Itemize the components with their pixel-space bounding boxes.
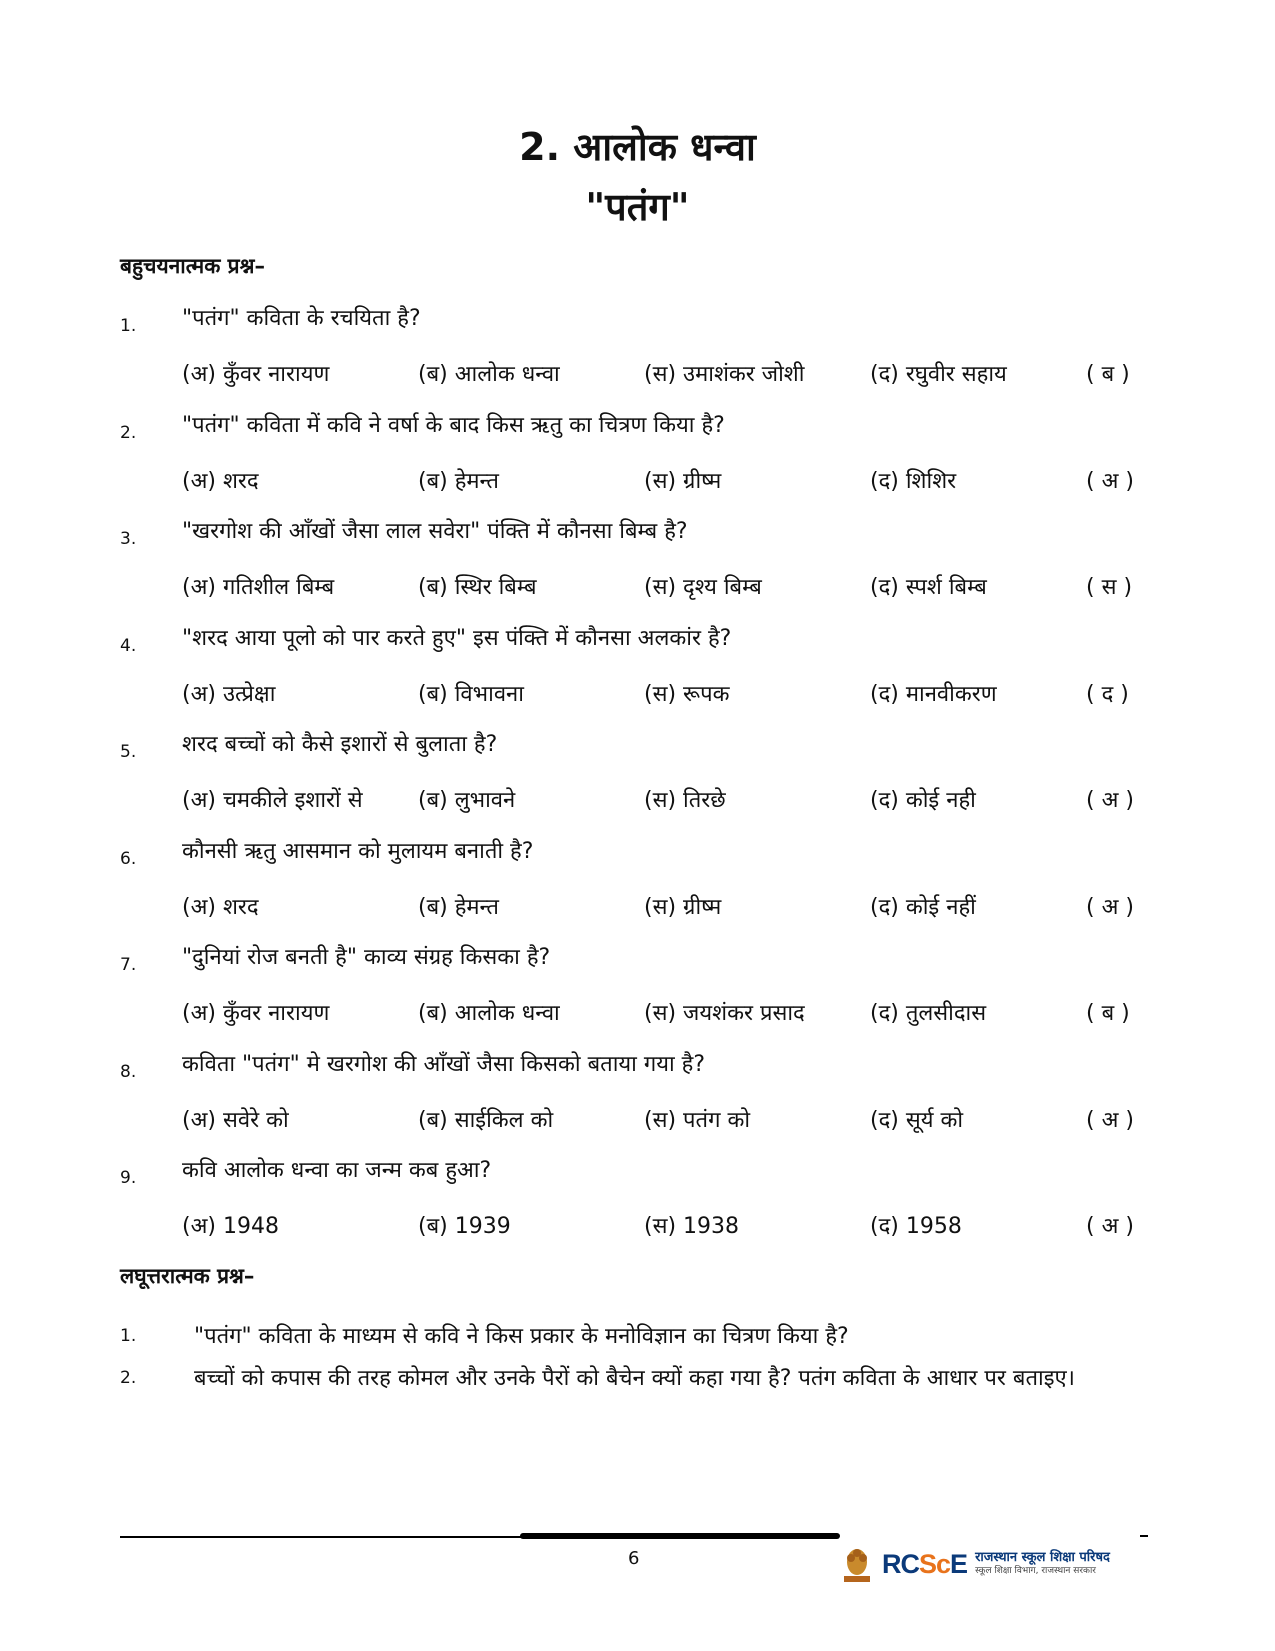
- option: (ब) साईकिल को: [418, 1107, 554, 1133]
- question-text: कौनसी ऋतु आसमान को मुलायम बनाती है?: [182, 838, 534, 864]
- answer-key: ( द ): [1086, 681, 1129, 707]
- option: (ब) आलोक धन्वा: [418, 362, 560, 387]
- logo-wordmark: RCScE: [882, 1548, 968, 1579]
- question-number: 3.: [120, 529, 137, 549]
- option: (ब) लुभावने: [418, 788, 516, 813]
- answer-key: ( ब ): [1086, 362, 1130, 387]
- mcq-question: [120, 409, 1160, 509]
- question-text: "पतंग" कविता में कवि ने वर्षा के बाद किस ऋतु का चित्रण किया है?: [182, 412, 725, 438]
- mcq-question: [120, 728, 1160, 828]
- option: (द) कोई नहीं: [870, 894, 976, 920]
- option: (स) उमाशंकर जोशी: [644, 362, 805, 387]
- option: (अ) गतिशील बिम्ब: [182, 575, 335, 600]
- option: (अ) चमकीले इशारों से: [182, 788, 363, 813]
- option: (स) रूपक: [644, 681, 730, 707]
- option: (स) तिरछे: [644, 788, 726, 813]
- option: (ब) हेमन्त: [418, 468, 499, 494]
- option: (अ) शरद: [182, 468, 259, 494]
- option: (द) 1958: [870, 1214, 962, 1239]
- option: (द) मानवीकरण: [870, 681, 997, 707]
- option: (स) जयशंकर प्रसाद: [644, 1001, 805, 1026]
- short-answer-heading: लघूत्तरात्मक प्रश्न–: [120, 1264, 255, 1288]
- option: (ब) आलोक धन्वा: [418, 1001, 560, 1026]
- question-number: 4.: [120, 635, 137, 656]
- question-text: "पतंग" कविता के माध्यम से कवि ने किस प्रकार के मनोविज्ञान का चित्रण किया है?: [194, 1324, 849, 1349]
- answer-key: ( ब ): [1086, 1001, 1130, 1026]
- footer-rule-accent: [520, 1533, 840, 1539]
- mcq-question: [120, 515, 1160, 615]
- option: (द) सूर्य को: [870, 1107, 964, 1133]
- option: (स) पतंग को: [644, 1107, 751, 1133]
- question-number: 5.: [120, 742, 137, 762]
- mcq-question: [120, 1048, 1160, 1148]
- question-text: कविता "पतंग" मे खरगोश की आँखों जैसा किसको बताया गया है?: [182, 1051, 706, 1077]
- question-number: 2.: [120, 422, 137, 443]
- option: (स) 1938: [644, 1214, 740, 1239]
- option: (अ) कुँवर नारायण: [182, 1001, 330, 1026]
- option: (द) तुलसीदास: [870, 1001, 987, 1026]
- mcq-question: [120, 302, 1160, 402]
- question-number: 2.: [120, 1368, 137, 1388]
- option: (अ) 1948: [182, 1214, 279, 1239]
- question-number: 6.: [120, 848, 137, 869]
- answer-key: ( अ ): [1086, 788, 1134, 813]
- option: (अ) शरद: [182, 894, 259, 920]
- page-number: 6: [628, 1548, 640, 1569]
- question-text: बच्चों को कपास की तरह कोमल और उनके पैरों को बैचेन क्यों कहा गया है? पतंग कविता के आधार पर बताइए।: [194, 1366, 1076, 1391]
- mcq-heading: बहुचयनात्मक प्रश्न–: [120, 254, 265, 278]
- question-number: 7.: [120, 955, 137, 975]
- option: (ब) विभावना: [418, 681, 524, 707]
- question-text: शरद बच्चों को कैसे इशारों से बुलाता है?: [182, 732, 498, 757]
- answer-key: ( स ): [1086, 575, 1133, 600]
- question-text: "दुनियां रोज बनती है" काव्य संग्रह किसका है?: [182, 945, 551, 970]
- ashoka-emblem-icon: [840, 1542, 874, 1586]
- option: (द) शिशिर: [870, 468, 957, 494]
- logo-text: राजस्थान स्कूल शिक्षा परिषद स्कूल शिक्षा विभाग, राजस्थान सरकार: [975, 1550, 1110, 1577]
- question-text: कवि आलोक धन्वा का जन्म कब हुआ?: [182, 1158, 492, 1183]
- mcq-question: [120, 941, 1160, 1041]
- option: (ब) हेमन्त: [418, 894, 499, 920]
- footer-rule-dash: [1140, 1535, 1148, 1537]
- answer-key: ( अ ): [1086, 468, 1134, 494]
- mcq-question: [120, 835, 1160, 935]
- option: (ब) 1939: [418, 1214, 511, 1239]
- option: (द) स्पर्श बिम्ब: [870, 575, 987, 600]
- option: (द) कोई नही: [870, 788, 976, 813]
- rcsce-logo: [840, 1540, 1130, 1588]
- mcq-question: [120, 622, 1160, 722]
- question-number: 9.: [120, 1168, 137, 1188]
- chapter-title: 2. आलोक धन्वा: [519, 125, 756, 169]
- answer-key: ( अ ): [1086, 1107, 1134, 1133]
- answer-key: ( अ ): [1086, 894, 1134, 920]
- answer-key: ( अ ): [1086, 1214, 1134, 1239]
- question-text: "खरगोश की आँखों जैसा लाल सवेरा" पंक्ति में कौनसा बिम्ब है?: [182, 519, 688, 544]
- option: (स) दृश्य बिम्ब: [644, 575, 762, 600]
- question-number: 1.: [120, 1326, 137, 1346]
- option: (स) ग्रीष्म: [644, 894, 722, 920]
- option: (अ) सवेरे को: [182, 1107, 289, 1133]
- question-text: "पतंग" कविता के रचयिता है?: [182, 306, 421, 331]
- option: (स) ग्रीष्म: [644, 468, 722, 494]
- option: (अ) कुँवर नारायण: [182, 362, 330, 387]
- question-text: "शरद आया पूलो को पार करते हुए" इस पंक्ति में कौनसा अलकांर है?: [182, 625, 732, 651]
- option: (अ) उत्प्रेक्षा: [182, 681, 276, 707]
- option: (द) रघुवीर सहाय: [870, 362, 1007, 387]
- poem-title: "पतंग": [585, 185, 690, 229]
- question-number: 8.: [120, 1061, 137, 1082]
- question-number: 1.: [120, 316, 137, 336]
- option: (ब) स्थिर बिम्ब: [418, 575, 537, 600]
- mcq-question: [120, 1154, 1160, 1254]
